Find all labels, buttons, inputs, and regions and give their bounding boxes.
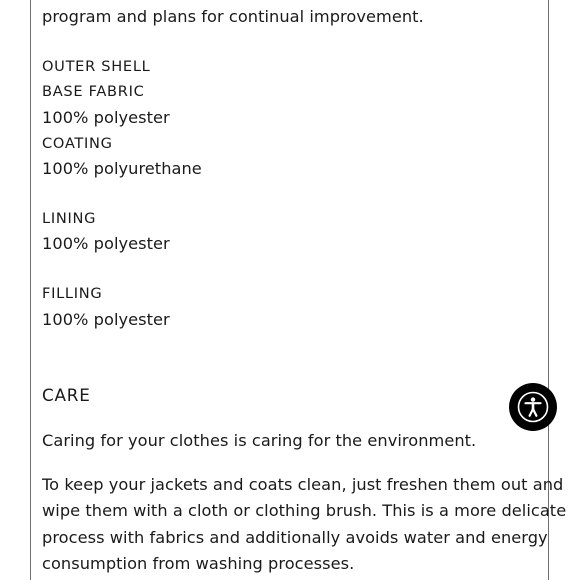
filling-label: FILLING	[42, 285, 103, 302]
care-body-line: wipe them with a cloth or clothing brush. This is a more delicate	[42, 501, 567, 520]
composition-intro-text: program and plans for continual improvement.	[42, 7, 424, 26]
coating-value: 100% polyurethane	[42, 159, 202, 178]
care-heading: CARE	[42, 385, 91, 405]
coating-label: COATING	[42, 135, 113, 152]
accessibility-button[interactable]	[509, 383, 557, 431]
lining-label: LINING	[42, 210, 97, 227]
care-body-line: consumption from washing processes.	[42, 554, 355, 573]
filling-value: 100% polyester	[42, 310, 170, 329]
care-intro-text: Caring for your clothes is caring for the environment.	[42, 431, 477, 450]
accessibility-person-icon	[516, 390, 550, 424]
lining-value: 100% polyester	[42, 234, 170, 253]
care-body-line: To keep your jackets and coats clean, just freshen them out and	[42, 475, 564, 494]
base-fabric-value: 100% polyester	[42, 108, 170, 127]
base-fabric-label: BASE FABRIC	[42, 83, 145, 100]
care-body-line: process with fabrics and additionally avoids water and energy	[42, 528, 548, 547]
outer-shell-heading: OUTER SHELL	[42, 58, 151, 75]
